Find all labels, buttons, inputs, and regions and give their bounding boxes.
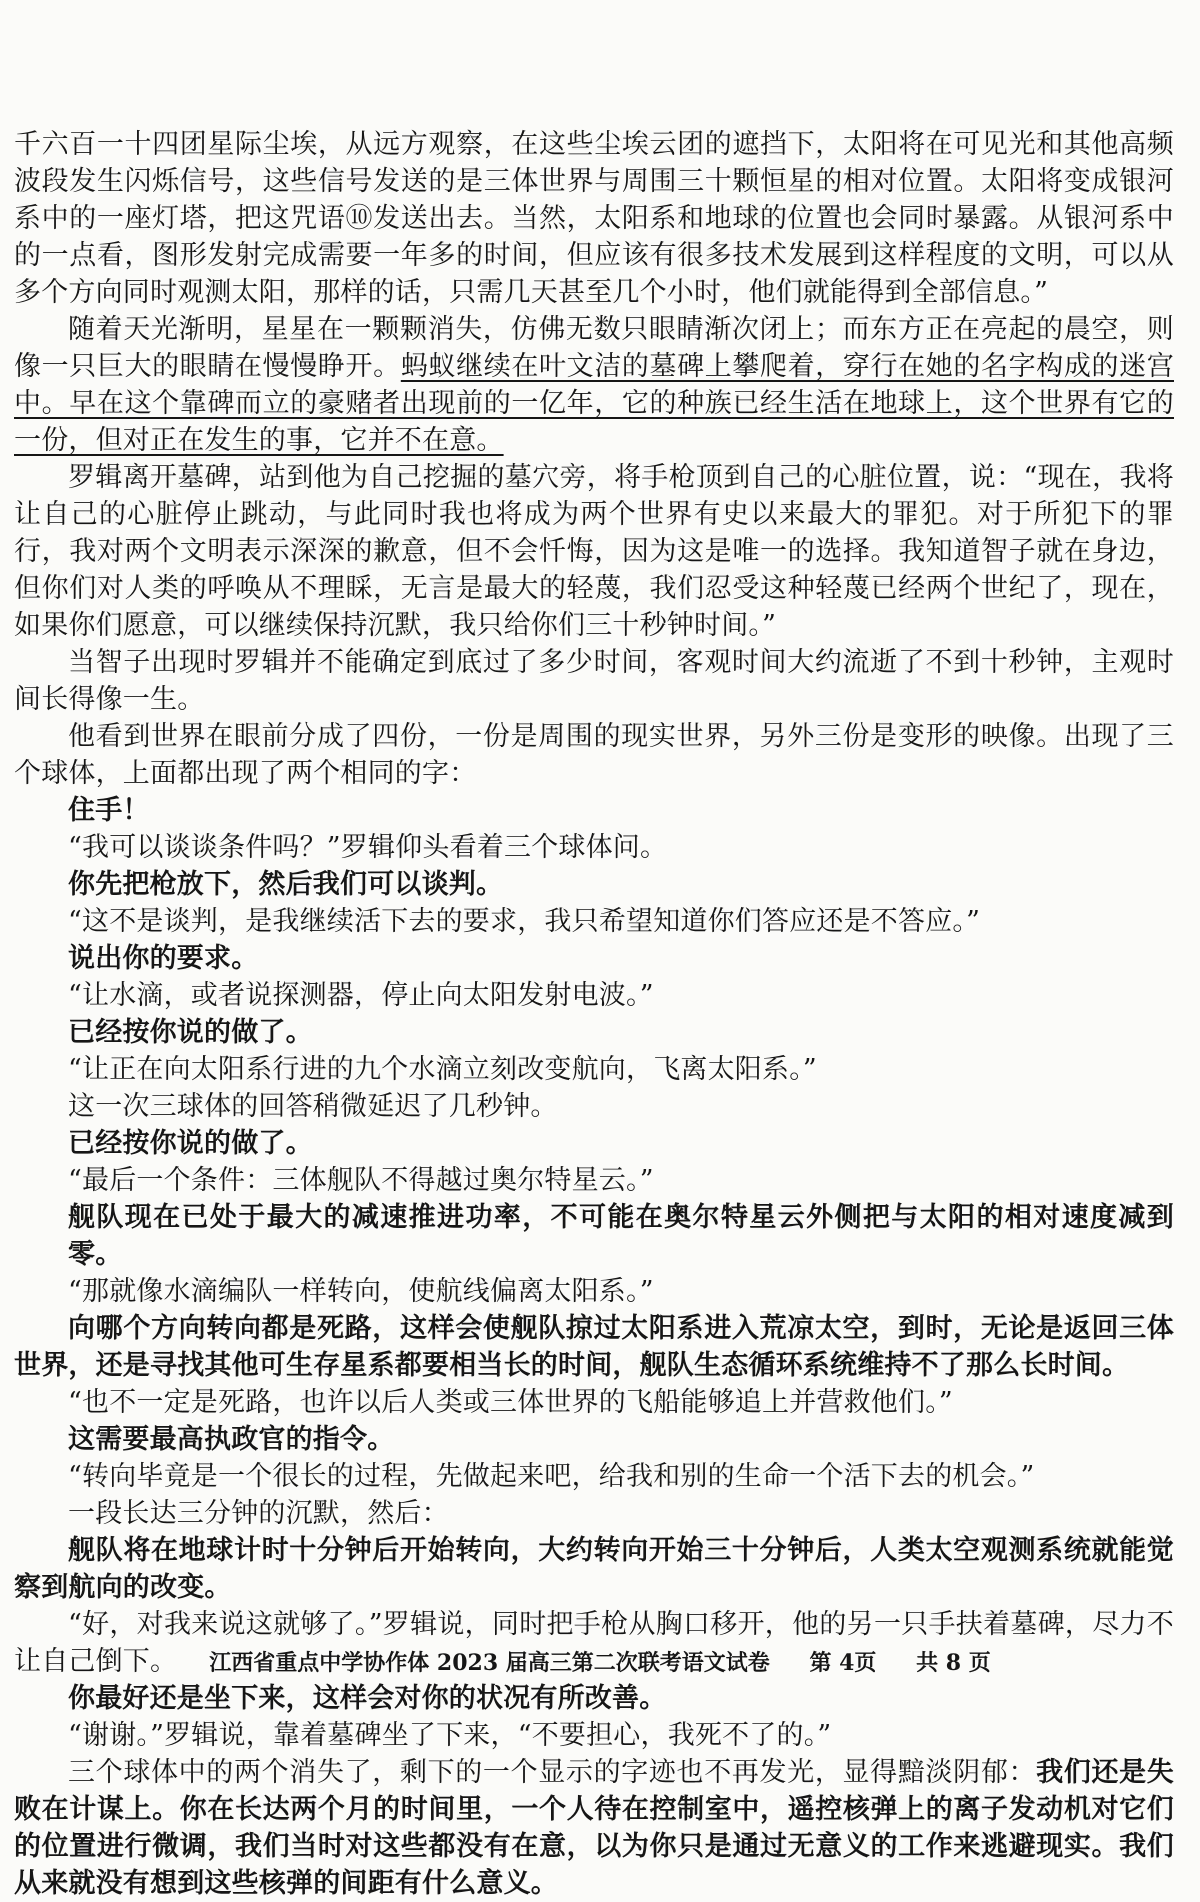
trisolaran-line-3: 说出你的要求。 (68, 943, 259, 974)
page-number: 第 4页 (809, 1650, 877, 1676)
luoji-line-5: “最后一个条件：三体舰队不得越过奥尔特星云。” (68, 1165, 654, 1196)
narration-line-1: 这一次三球体的回答稍微延迟了几秒钟。 (68, 1091, 558, 1122)
trisolaran-line-4: 已经按你说的做了。 (68, 1017, 313, 1048)
narration-line-2: 一段长达三分钟的沉默，然后： (68, 1498, 449, 1529)
trisolaran-final-message: 我们还是失败在计谋上。你在长达两个月的时间里，一个人待在控制室中，遥控核弹上的离子发动机对它们的位置进行微调，我们当时对这些都没有在意，以为你只是通过无意义的工作来逃避现实。我们从来就没有想到这些核弹的间距有什么意义。 (14, 1757, 1175, 1899)
page-footer (0, 1646, 1200, 1677)
underlined-passage: 蚂蚁继续在叶文洁的墓碑上攀爬着，穿行在她的名字构成的迷宫中。早在这个靠碑而立的豪赌者出现前的一亿年，它的种族已经生活在地球上，这个世界有它的一份，但对正在发生的事，它并不在意。 (14, 351, 1174, 456)
final-paragraph (14, 1754, 1174, 1902)
page-total: 共 8 页 (916, 1650, 991, 1676)
paragraph-4: 当智子出现时罗辑并不能确定到底过了多少时间，客观时间大约流逝了不到十秒钟，主观时间长得像一生。 (14, 647, 1174, 715)
final-narration: 三个球体中的两个消失了，剩下的一个显示的字迹也不再发光，显得黯淡阴郁： (68, 1757, 1037, 1788)
paragraph-1: 千六百一十四团星际尘埃，从远方观察，在这些尘埃云团的遮挡下，太阳将在可见光和其他高频波段发生闪烁信号，这些信号发送的是三体世界与周围三十颗恒星的相对位置。太阳将变成银河系中的一座灯塔，把这咒语⑩发送出去。当然，太阳系和地球的位置也会同时暴露。从银河系中的一点看，图形发射完成需要一年多的时间，但应该有很多技术发展到这样程度的文明，可以从多个方向同时观测太阳，那样的话，只需几天甚至几个小时，他们就能得到全部信息。” (14, 129, 1174, 308)
luoji-line-6: “那就像水滴编队一样转向，使航线偏离太阳系。” (68, 1276, 654, 1307)
trisolaran-line-2: 你先把枪放下，然后我们可以谈判。 (68, 869, 504, 900)
trisolaran-line-8: 这需要最高执政官的指令。 (68, 1424, 395, 1455)
paragraph-2 (14, 311, 1174, 459)
luoji-line-8: “转向毕竟是一个很长的过程，先做起来吧，给我和别的生命一个活下去的机会。” (68, 1461, 1035, 1492)
exam-page-body (14, 126, 1174, 1902)
trisolaran-line-9: 舰队将在地球计时十分钟后开始转向，大约转向开始三十分钟后，人类太空观测系统就能觉察到航向的改变。 (14, 1535, 1174, 1603)
exam-title: 江西省重点中学协作体 2023 届高三第二次联考语文试卷 (209, 1650, 770, 1676)
trisolaran-line-6: 舰队现在已处于最大的减速推进功率，不可能在奥尔特星云外侧把与太阳的相对速度减到零。 (68, 1202, 1174, 1270)
trisolaran-line-10: 你最好还是坐下来，这样会对你的状况有所改善。 (68, 1683, 667, 1714)
luoji-line-4: “让正在向太阳系行进的九个水滴立刻改变航向，飞离太阳系。” (68, 1054, 817, 1085)
trisolaran-line-5: 已经按你说的做了。 (68, 1128, 313, 1159)
paragraph-5: 他看到世界在眼前分成了四份，一份是周围的现实世界，另外三份是变形的映像。出现了三个球体，上面都出现了两个相同的字： (14, 721, 1174, 789)
paragraph-2-plain: 随着天光渐明，星星在一颗颗消失，仿佛无数只眼睛渐次闭上；而东方正在亮起的晨空，则像一只巨大的眼睛在慢慢睁开。 (14, 314, 1174, 382)
luoji-line-9: “好，对我来说这就够了。”罗辑说，同时把手枪从胸口移开，他的另一只手扶着墓碑，尽力不让自己倒下。 (14, 1609, 1174, 1677)
luoji-line-1: “我可以谈谈条件吗？”罗辑仰头看着三个球体问。 (68, 832, 668, 863)
luoji-line-3: “让水滴，或者说探测器，停止向太阳发射电波。” (68, 980, 654, 1011)
trisolaran-line-1: 住手！ (68, 795, 150, 826)
trisolaran-line-7: 向哪个方向转向都是死路，这样会使舰队掠过太阳系进入荒凉太空，到时，无论是返回三体世界，还是寻找其他可生存星系都要相当长的时间，舰队生态循环系统维持不了那么长时间。 (14, 1313, 1174, 1381)
paragraph-3: 罗辑离开墓碑，站到他为自己挖掘的墓穴旁，将手枪顶到自己的心脏位置，说：“现在，我将让自己的心脏停止跳动，与此同时我也将成为两个世界有史以来最大的罪犯。对于所犯下的罪行，我对两个文明表示深深的歉意，但不会忏悔，因为这是唯一的选择。我知道智子就在身边，但你们对人类的呼唤从不理睬，无言是最大的轻蔑，我们忍受这种轻蔑已经两个世纪了，现在，如果你们愿意，可以继续保持沉默，我只给你们三十秒钟时间。” (14, 462, 1174, 641)
luoji-line-2: “这不是谈判，是我继续活下去的要求，我只希望知道你们答应还是不答应。” (68, 906, 981, 937)
luoji-line-7: “也不一定是死路，也许以后人类或三体世界的飞船能够追上并营救他们。” (68, 1387, 953, 1418)
luoji-line-10: “谢谢。”罗辑说，靠着墓碑坐了下来，“不要担心，我死不了的。” (68, 1720, 832, 1751)
